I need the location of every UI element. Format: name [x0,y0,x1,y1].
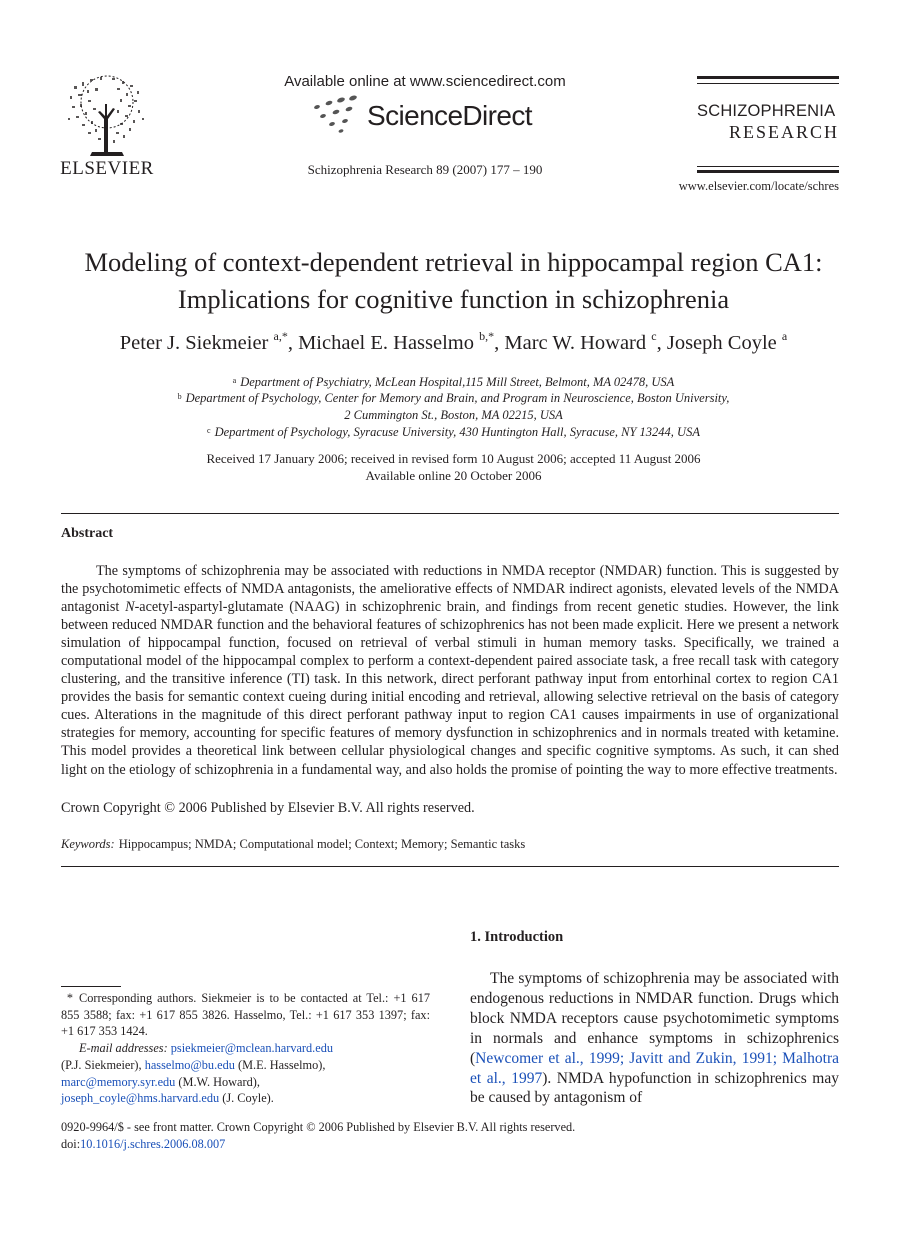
email-link[interactable]: hasselmo@bu.edu [144,1057,235,1072]
affiliation-mark: c [207,426,211,435]
doi-line [61,1137,225,1152]
footnote-rule [61,986,121,987]
affiliation-text: Department of Psychiatry, McLean Hospital,115 Mill Street, Belmont, MA 02478, USA [240,375,675,389]
keywords-label: Keywords: [61,837,115,851]
available-online-text[interactable]: Available online at www.sciencedirect.com [284,73,566,90]
author-sep: , [494,332,505,354]
email-owner: (P.J. Siekmeier), [61,1057,142,1072]
affiliation-text: Department of Psychology, Center for Memory and Brain, and Program in Neuroscience, Boston University, [185,391,730,405]
abstract-text: -acetyl-aspartyl-glutamate (NAAG) in schizophrenic brain, and findings from recent genetic studies. However, the link between reduced NMDAR function and the behavioral features of schizophrenics has not been made explicit. Here we present a network simulation of hippocampal function, focused on retrieval of verbal stimuli in human memory tasks. Specifically, we trained a computational model of the hippocampal complex to perform a context-dependent paired associate task, a free recall task with category clustering, and the transitive inference (TI) task. In this network, direct perforant pathway input from entorhinal cortex to region CA1 provides the basis for semantic context cueing during initial encoding and retrieval, allowing selective retrieval on the basis of category cues. Alterations in the magnitude of this direct perforant pathway input to region CA1 causes impairments in use of organizational strategies for memory, accounting for specific features of memory dysfunction in schizophrenics and in normals treated with ketamine. This model provides a theoretical link between cellular physiological changes and specific cognitive symptoms. As such, it can shed light on the etiology of schizophrenia in a fundamental way, and also holds the promise of pointing the way to more effective treatments. [61,599,839,778]
email-link[interactable]: psiekmeier@mclean.harvard.edu [170,1041,333,1056]
intro-text: The symptoms of schizophrenia may be associated with endogenous reductions in NMDAR function. Drugs which block NMDA receptors cause psychotomimetic symptoms in normals and enhance symptoms in schizophrenics ( [470,970,839,1067]
section-heading: 1. Introduction [470,929,564,945]
affiliation-mark: b [177,392,182,401]
elsevier-wordmark: ELSEVIER [60,158,154,179]
abstract-text: The symptoms of schizophrenia may be associated with reductions in NMDA receptor (NMDAR) function. This is suggested by the psychotomimetic effects of NMDA antagonists, the ameliorative effects of NMDAR indirect agonists, elevated levels of the NMDA antagonist [61,563,839,616]
journal-logo-line1: SCHIZOPHRENIA [697,102,836,120]
author-name[interactable]: Peter J. Siekmeier [119,332,269,354]
affiliation-c [60,424,847,441]
title-line-2: Implications for cognitive function in schizophrenia [177,284,730,314]
journal-url[interactable]: www.elsevier.com/locate/schres [678,179,839,193]
author-sup[interactable]: a,* [273,329,288,343]
doi-label: doi: [61,1137,81,1151]
affiliation-a [60,374,847,391]
elsevier-logo [60,74,154,180]
front-matter-line: 0920-9964/$ - see front matter. Crown Copyright © 2006 Published by Elsevier B.V. All rights reserved. [61,1120,576,1134]
journal-logo-rule-bottom-thin [697,166,839,167]
affiliation-b [60,390,847,424]
abstract-body [61,562,839,779]
article-title [40,244,867,318]
sciencedirect-wordmark: ScienceDirect [367,100,532,131]
journal-logo-rule-bottom [697,170,839,173]
citation-link[interactable]: Newcomer et al., 1999; Javitt and Zukin, 1991; Malhotra et al., 1997 [470,1049,839,1087]
author-name[interactable]: Joseph Coyle [666,332,777,354]
divider [61,866,839,867]
keywords [61,837,525,852]
sciencedirect-logo[interactable] [305,94,550,140]
title-line-1: Modeling of context-dependent retrieval in hippocampal region CA1: [84,247,823,277]
intro-text: ). NMDA hypofunction in schizophrenics may be caused by antagonism of [470,1069,839,1107]
author-sep: , [287,332,299,354]
email-label: E-mail addresses: [79,1041,168,1056]
author-sup[interactable]: a [781,329,788,343]
author-sup[interactable]: c [651,329,657,343]
email-link[interactable]: marc@memory.syr.edu [61,1074,176,1089]
author-name[interactable]: Marc W. Howard [504,332,647,354]
journal-logo-rule-top [697,76,839,79]
author-sep: , [656,332,667,354]
email-owner: (M.E. Hasselmo), [237,1057,326,1072]
journal-logo-line2: RESEARCH [728,122,839,142]
email-owner: (J. Coyle). [222,1091,274,1106]
affiliation-mark: a [232,376,237,385]
received-dates: Received 17 January 2006; received in revised form 10 August 2006; accepted 11 August 2006 [206,451,701,466]
available-date: Available online 20 October 2006 [365,468,542,483]
footnote-text: Corresponding authors. Siekmeier is to be contacted at Tel.: +1 617 855 3588; fax: +1 617 855 3826. Hasselmo, Tel.: +1 617 353 1397; fax: +1 617 353 1424. [61,991,430,1039]
author-name[interactable]: Michael E. Hasselmo [298,332,474,354]
divider [61,513,839,514]
keywords-list: Hippocampus; NMDA; Computational model; Context; Memory; Semantic tasks [118,837,526,851]
intro-paragraph [470,969,839,1108]
affiliation-text: Department of Psychology, Syracuse University, 430 Huntington Hall, Syracuse, NY 13244, USA [214,425,700,439]
journal-reference: Schizophrenia Research 89 (2007) 177 – 190 [307,162,543,177]
abstract-heading: Abstract [61,526,114,541]
author-sup[interactable]: b,* [479,329,495,343]
affiliation-text: 2 Cummington St., Boston, MA 02215, USA [344,408,563,422]
journal-logo-rule-top-thin [697,83,839,84]
sciencedirect-dots-icon [305,94,365,136]
footnote [61,990,430,1107]
email-owner: (M.W. Howard), [178,1074,260,1089]
abstract-italic: N [125,599,135,616]
journal-logo [697,76,839,174]
elsevier-tree-icon [60,74,154,160]
abstract-copyright: Crown Copyright © 2006 Published by Elsevier B.V. All rights reserved. [61,800,475,816]
footnote-star: * [66,991,74,1005]
email-link[interactable]: joseph_coyle@hms.harvard.edu [61,1091,220,1106]
author-list [40,329,867,355]
doi-link[interactable]: 10.1016/j.schres.2006.08.007 [80,1137,226,1151]
